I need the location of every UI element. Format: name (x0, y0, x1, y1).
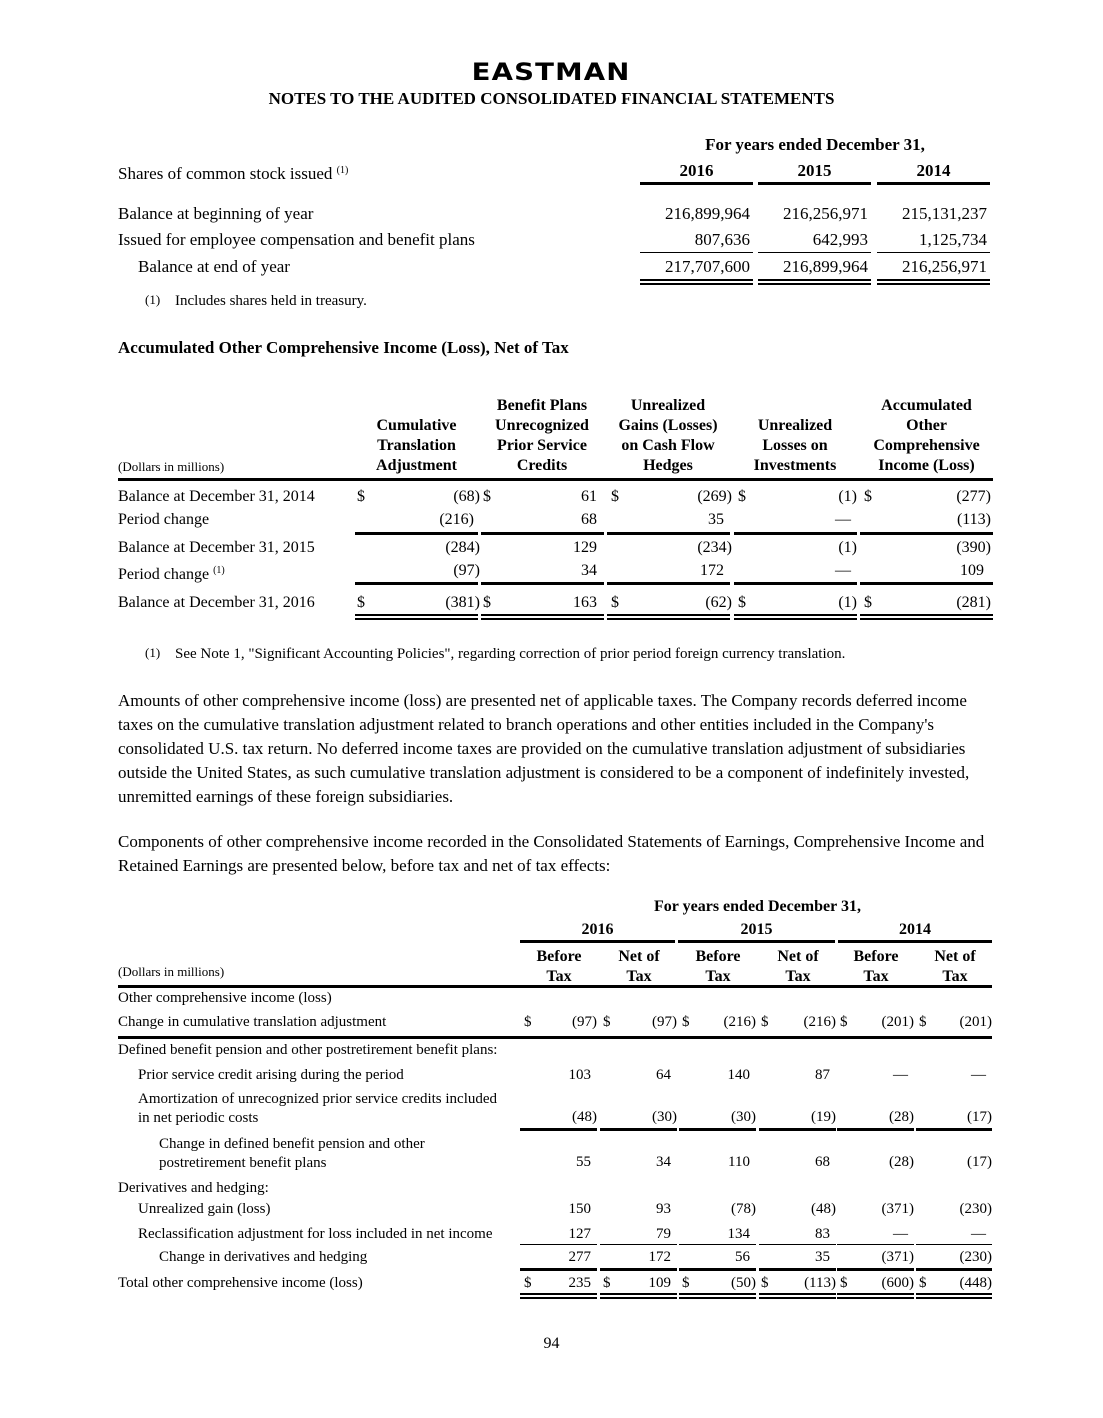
aoci-footnote-mark: (1) (145, 645, 161, 660)
oci-subtotal-rule (679, 1244, 756, 1245)
shares-cell: 1,125,734 (919, 230, 987, 249)
aoci-cell: (113) (956, 511, 991, 528)
oci-cell: 64 (656, 1067, 671, 1083)
oci-period-heading: For years ended December 31, (654, 898, 861, 915)
aoci-cell: 172 (700, 562, 724, 579)
oci-cell: (600) (881, 1275, 914, 1291)
dollar-sign: $ (682, 1014, 690, 1030)
dollar-sign: $ (524, 1275, 532, 1291)
oci-total-rule (679, 1293, 756, 1299)
oci-cell: (201) (959, 1014, 992, 1030)
aoci-cell: (97) (453, 562, 480, 579)
oci-cell: (48) (811, 1201, 836, 1217)
oci-subtotal-rule (600, 1244, 677, 1245)
aoci-cell: (284) (445, 539, 480, 556)
shares-cell: 217,707,600 (665, 257, 750, 276)
oci-cell: (28) (889, 1154, 914, 1170)
oci-cell: — (971, 1067, 986, 1083)
oci-subtotal-rule (837, 1128, 914, 1131)
dollar-sign: $ (761, 1014, 769, 1030)
aoci-cell: (1) (838, 488, 857, 505)
aoci-subtotal-rule (355, 532, 478, 535)
aoci-cell: (234) (697, 539, 732, 556)
oci-units: (Dollars in millions) (118, 964, 225, 979)
dollar-sign: $ (357, 594, 365, 611)
company-logo: EASTMAN (471, 58, 631, 86)
page-title: NOTES TO THE AUDITED CONSOLIDATED FINANCIAL STATEMENTS (268, 89, 835, 108)
oci-year-rule (838, 940, 992, 943)
aoci-subtotal-rule (355, 582, 478, 585)
oci-cell: (17) (967, 1154, 992, 1170)
shares-cell: 807,636 (694, 230, 750, 249)
shares-subtotal-rule (877, 252, 990, 253)
oci-year-rule (678, 940, 835, 943)
aoci-row-label: Period change (118, 511, 210, 528)
oci-cell: (230) (959, 1201, 992, 1217)
dollar-sign: $ (761, 1275, 769, 1291)
shares-subtotal-rule (758, 252, 871, 253)
oci-cell: 55 (576, 1154, 591, 1170)
oci-subhead: Before Tax (695, 948, 741, 985)
aoci-row-label: Balance at December 31, 2016 (118, 594, 315, 611)
dollar-sign: $ (357, 488, 365, 505)
oci-cell: 235 (568, 1275, 591, 1291)
dollar-sign: $ (611, 594, 619, 611)
aoci-section-title: Accumulated Other Comprehensive Income (Loss), Net of Tax (118, 338, 569, 357)
oci-subhead: Net of Tax (934, 948, 976, 985)
oci-row-label: Amortization of unrecognized prior service credits included in net periodic costs (138, 1091, 498, 1126)
dollar-sign: $ (603, 1275, 611, 1291)
oci-cell: 109 (648, 1275, 671, 1291)
oci-year-rule (520, 940, 675, 943)
aoci-subtotal-rule (481, 532, 604, 535)
shares-cell: 216,256,971 (783, 204, 868, 223)
aoci-cell: (381) (445, 594, 480, 611)
aoci-cell: 68 (581, 511, 597, 528)
oci-year: 2014 (899, 921, 931, 938)
oci-subtotal-rule (679, 1268, 756, 1271)
oci-cell: 35 (815, 1249, 830, 1265)
oci-cell: 134 (727, 1226, 750, 1242)
oci-year: 2016 (581, 921, 614, 938)
oci-cell: 93 (656, 1201, 671, 1217)
oci-cell: 277 (568, 1249, 591, 1265)
oci-cell: 68 (815, 1154, 830, 1170)
oci-total-rule (520, 1293, 597, 1299)
aoci-header-rule (118, 478, 993, 481)
aoci-cell: 35 (708, 511, 724, 528)
oci-subtotal-rule (520, 1268, 597, 1271)
page-number: 94 (543, 1335, 560, 1352)
aoci-col-header: Benefit Plans Unrecognized Prior Service Credits (495, 397, 589, 474)
oci-header-rule (118, 985, 992, 988)
oci-cell: 83 (815, 1226, 830, 1242)
oci-cell: (230) (959, 1249, 992, 1265)
oci-subtotal-rule (600, 1128, 677, 1131)
oci-row-label: Prior service credit arising during the period (138, 1067, 404, 1083)
shares-row-label: Balance at beginning of year (118, 204, 314, 223)
shares-cell: 642,993 (812, 230, 868, 249)
dollar-sign: $ (682, 1275, 690, 1291)
oci-subtotal-rule (759, 1244, 836, 1245)
oci-cell: 87 (815, 1067, 830, 1083)
oci-subtotal-rule (520, 1128, 597, 1131)
aoci-subtotal-rule (734, 582, 857, 585)
dollar-sign: $ (611, 488, 619, 505)
oci-total-rule (600, 1293, 677, 1299)
shares-year-2016: 2016 (679, 161, 714, 180)
dollar-sign: $ (840, 1275, 848, 1291)
dollar-sign: $ (919, 1014, 927, 1030)
oci-subtotal-rule (916, 1244, 992, 1245)
aoci-cell: 129 (573, 539, 597, 556)
oci-cell: 34 (656, 1154, 671, 1170)
oci-cell: 140 (727, 1067, 750, 1083)
shares-cell: 216,899,964 (665, 204, 750, 223)
shares-total-rule (758, 279, 871, 285)
shares-total-rule (877, 279, 990, 285)
aoci-total-rule (860, 614, 993, 620)
oci-cell: 172 (648, 1249, 671, 1265)
oci-cell: 103 (568, 1067, 591, 1083)
aoci-cell: (390) (956, 539, 991, 556)
aoci-subtotal-rule (734, 532, 857, 535)
aoci-total-rule (355, 614, 478, 620)
aoci-footnote: See Note 1, "Significant Accounting Policies", regarding correction of prior period foreign currency translation. (175, 646, 846, 662)
oci-cell: (97) (572, 1014, 597, 1030)
oci-subtotal-rule (916, 1128, 992, 1131)
aoci-cell: (68) (453, 488, 480, 505)
oci-cell: (28) (889, 1109, 914, 1125)
oci-total-rule (837, 1293, 914, 1299)
oci-row-label: Derivatives and hedging: (118, 1180, 269, 1196)
oci-cell: (30) (731, 1109, 756, 1125)
oci-subhead: Before Tax (536, 948, 582, 985)
oci-cell: (17) (967, 1109, 992, 1125)
oci-cell: (216) (723, 1014, 756, 1030)
aoci-subtotal-rule (607, 532, 730, 535)
aoci-cell: (269) (697, 488, 732, 505)
oci-cell: (97) (652, 1014, 677, 1030)
oci-subtotal-rule (759, 1268, 836, 1271)
oci-cell: (201) (881, 1014, 914, 1030)
shares-year-2015: 2015 (797, 161, 832, 180)
dollar-sign: $ (738, 488, 746, 505)
aoci-subtotal-rule (860, 582, 993, 585)
oci-subtotal-rule (520, 1244, 597, 1245)
aoci-subtotal-rule (481, 582, 604, 585)
oci-row-label: Defined benefit pension and other postretirement benefit plans: (118, 1042, 498, 1058)
aoci-cell: 61 (581, 488, 597, 505)
oci-cell: (371) (881, 1249, 914, 1265)
oci-cell: 110 (728, 1154, 750, 1170)
oci-row-label: Change in cumulative translation adjustment (118, 1014, 387, 1030)
oci-row-label: Total other comprehensive income (loss) (118, 1275, 363, 1291)
aoci-cell: (1) (838, 539, 857, 556)
oci-year: 2015 (740, 921, 773, 938)
oci-row-label: Unrealized gain (loss) (138, 1201, 271, 1217)
aoci-subtotal-rule (607, 582, 730, 585)
dollar-sign: $ (840, 1014, 848, 1030)
aoci-cell: 109 (960, 562, 984, 579)
aoci-col-header: Cumulative Translation Adjustment (376, 417, 457, 474)
dollar-sign: $ (738, 594, 746, 611)
body-paragraph: Amounts of other comprehensive income (loss) are presented net of applicable taxes. The Company records deferred income taxes on the cumulative translation adjustment related to branch operations and other entities included in the Company's consolidated U.S. tax return. No deferred income taxes are provided on the cumulative translation adjustment of subsidiaries outside the United States, as such cumulative translation adjustment is considered to be a component of indefinitely invested, unremitted earnings of these foreign subsidiaries. (118, 691, 970, 806)
oci-row-label: Reclassification adjustment for loss included in net income (138, 1226, 493, 1242)
oci-cell: 79 (656, 1226, 671, 1242)
oci-subtotal-rule (837, 1268, 914, 1271)
shares-cell: 215,131,237 (902, 204, 987, 223)
aoci-col-header: Accumulated Other Comprehensive Income (Loss) (873, 397, 980, 474)
shares-header-rule (758, 182, 871, 185)
oci-total-rule (759, 1293, 836, 1299)
shares-row-label: Issued for employee compensation and benefit plans (118, 230, 475, 249)
aoci-col-header: Unrealized Gains (Losses) on Cash Flow Hedges (618, 397, 718, 474)
dollar-sign: $ (603, 1014, 611, 1030)
dollar-sign: $ (919, 1275, 927, 1291)
body-paragraph: Components of other comprehensive income recorded in the Consolidated Statements of Earnings, Comprehensive Income and Retained Earnings are presented below, before tax and net of tax effects: (118, 832, 985, 875)
oci-cell: (50) (731, 1275, 756, 1291)
aoci-row-label: Balance at December 31, 2015 (118, 539, 315, 556)
aoci-cell: — (835, 511, 851, 528)
shares-footnote-mark: (1) (145, 292, 161, 307)
oci-cell: 56 (735, 1249, 750, 1265)
oci-cell: (19) (811, 1109, 836, 1125)
oci-subhead: Net of Tax (777, 948, 819, 985)
oci-row-label: Change in defined benefit pension and other postretirement benefit plans (159, 1136, 425, 1171)
aoci-cell: (277) (956, 488, 991, 505)
dollar-sign: $ (483, 594, 491, 611)
oci-cell: (48) (572, 1109, 597, 1125)
shares-total-rule (640, 279, 753, 285)
aoci-total-rule (734, 614, 857, 620)
shares-period-heading: For years ended December 31, (705, 135, 925, 154)
oci-cell: — (893, 1067, 908, 1083)
oci-subtotal-rule (916, 1268, 992, 1271)
oci-cell: (30) (652, 1109, 677, 1125)
aoci-units: (Dollars in millions) (118, 459, 225, 474)
oci-subtotal-rule (600, 1268, 677, 1271)
oci-cell: 127 (568, 1226, 591, 1242)
oci-cell: (371) (881, 1201, 914, 1217)
aoci-total-rule (481, 614, 604, 620)
dollar-sign: $ (483, 488, 491, 505)
dollar-sign: $ (864, 488, 872, 505)
aoci-row-label: Period change $^{(1)}$ (118, 565, 225, 583)
oci-subtotal-rule (679, 1128, 756, 1131)
shares-row-label: Balance at end of year (138, 257, 290, 276)
aoci-cell: (62) (705, 594, 732, 611)
aoci-row-label: Balance at December 31, 2014 (118, 488, 315, 505)
aoci-cell: — (835, 562, 851, 579)
oci-row-rule (118, 1036, 992, 1039)
shares-header-rule (877, 182, 990, 185)
dollar-sign: $ (864, 594, 872, 611)
oci-cell: (78) (731, 1201, 756, 1217)
aoci-col-header: Unrealized Losses on Investments (753, 417, 837, 474)
shares-footnote: Includes shares held in treasury. (175, 293, 367, 309)
oci-row-label: Change in derivatives and hedging (159, 1249, 368, 1265)
oci-cell: (216) (803, 1014, 836, 1030)
oci-cell: — (971, 1226, 986, 1242)
shares-subtotal-rule (640, 252, 753, 253)
aoci-cell: (281) (956, 594, 991, 611)
oci-row-label: Other comprehensive income (loss) (118, 990, 332, 1006)
shares-label: Shares of common stock issued $^{(1)}$ (118, 164, 349, 183)
aoci-cell: 34 (581, 562, 597, 579)
aoci-cell: (216) (439, 511, 474, 528)
oci-subhead: Net of Tax (618, 948, 660, 985)
oci-cell: (113) (804, 1275, 836, 1291)
dollar-sign: $ (524, 1014, 532, 1030)
oci-subhead: Before Tax (853, 948, 899, 985)
aoci-cell: 163 (573, 594, 597, 611)
oci-subtotal-rule (759, 1128, 836, 1131)
aoci-cell: (1) (838, 594, 857, 611)
oci-cell: (448) (959, 1275, 992, 1291)
shares-header-rule (640, 182, 753, 185)
oci-subtotal-rule (837, 1244, 914, 1245)
shares-year-2014: 2014 (916, 161, 951, 180)
aoci-total-rule (607, 614, 730, 620)
oci-cell: 150 (568, 1201, 591, 1217)
shares-cell: 216,899,964 (783, 257, 868, 276)
shares-cell: 216,256,971 (902, 257, 987, 276)
oci-cell: — (893, 1226, 908, 1242)
oci-total-rule (916, 1293, 992, 1299)
aoci-subtotal-rule (860, 532, 993, 535)
